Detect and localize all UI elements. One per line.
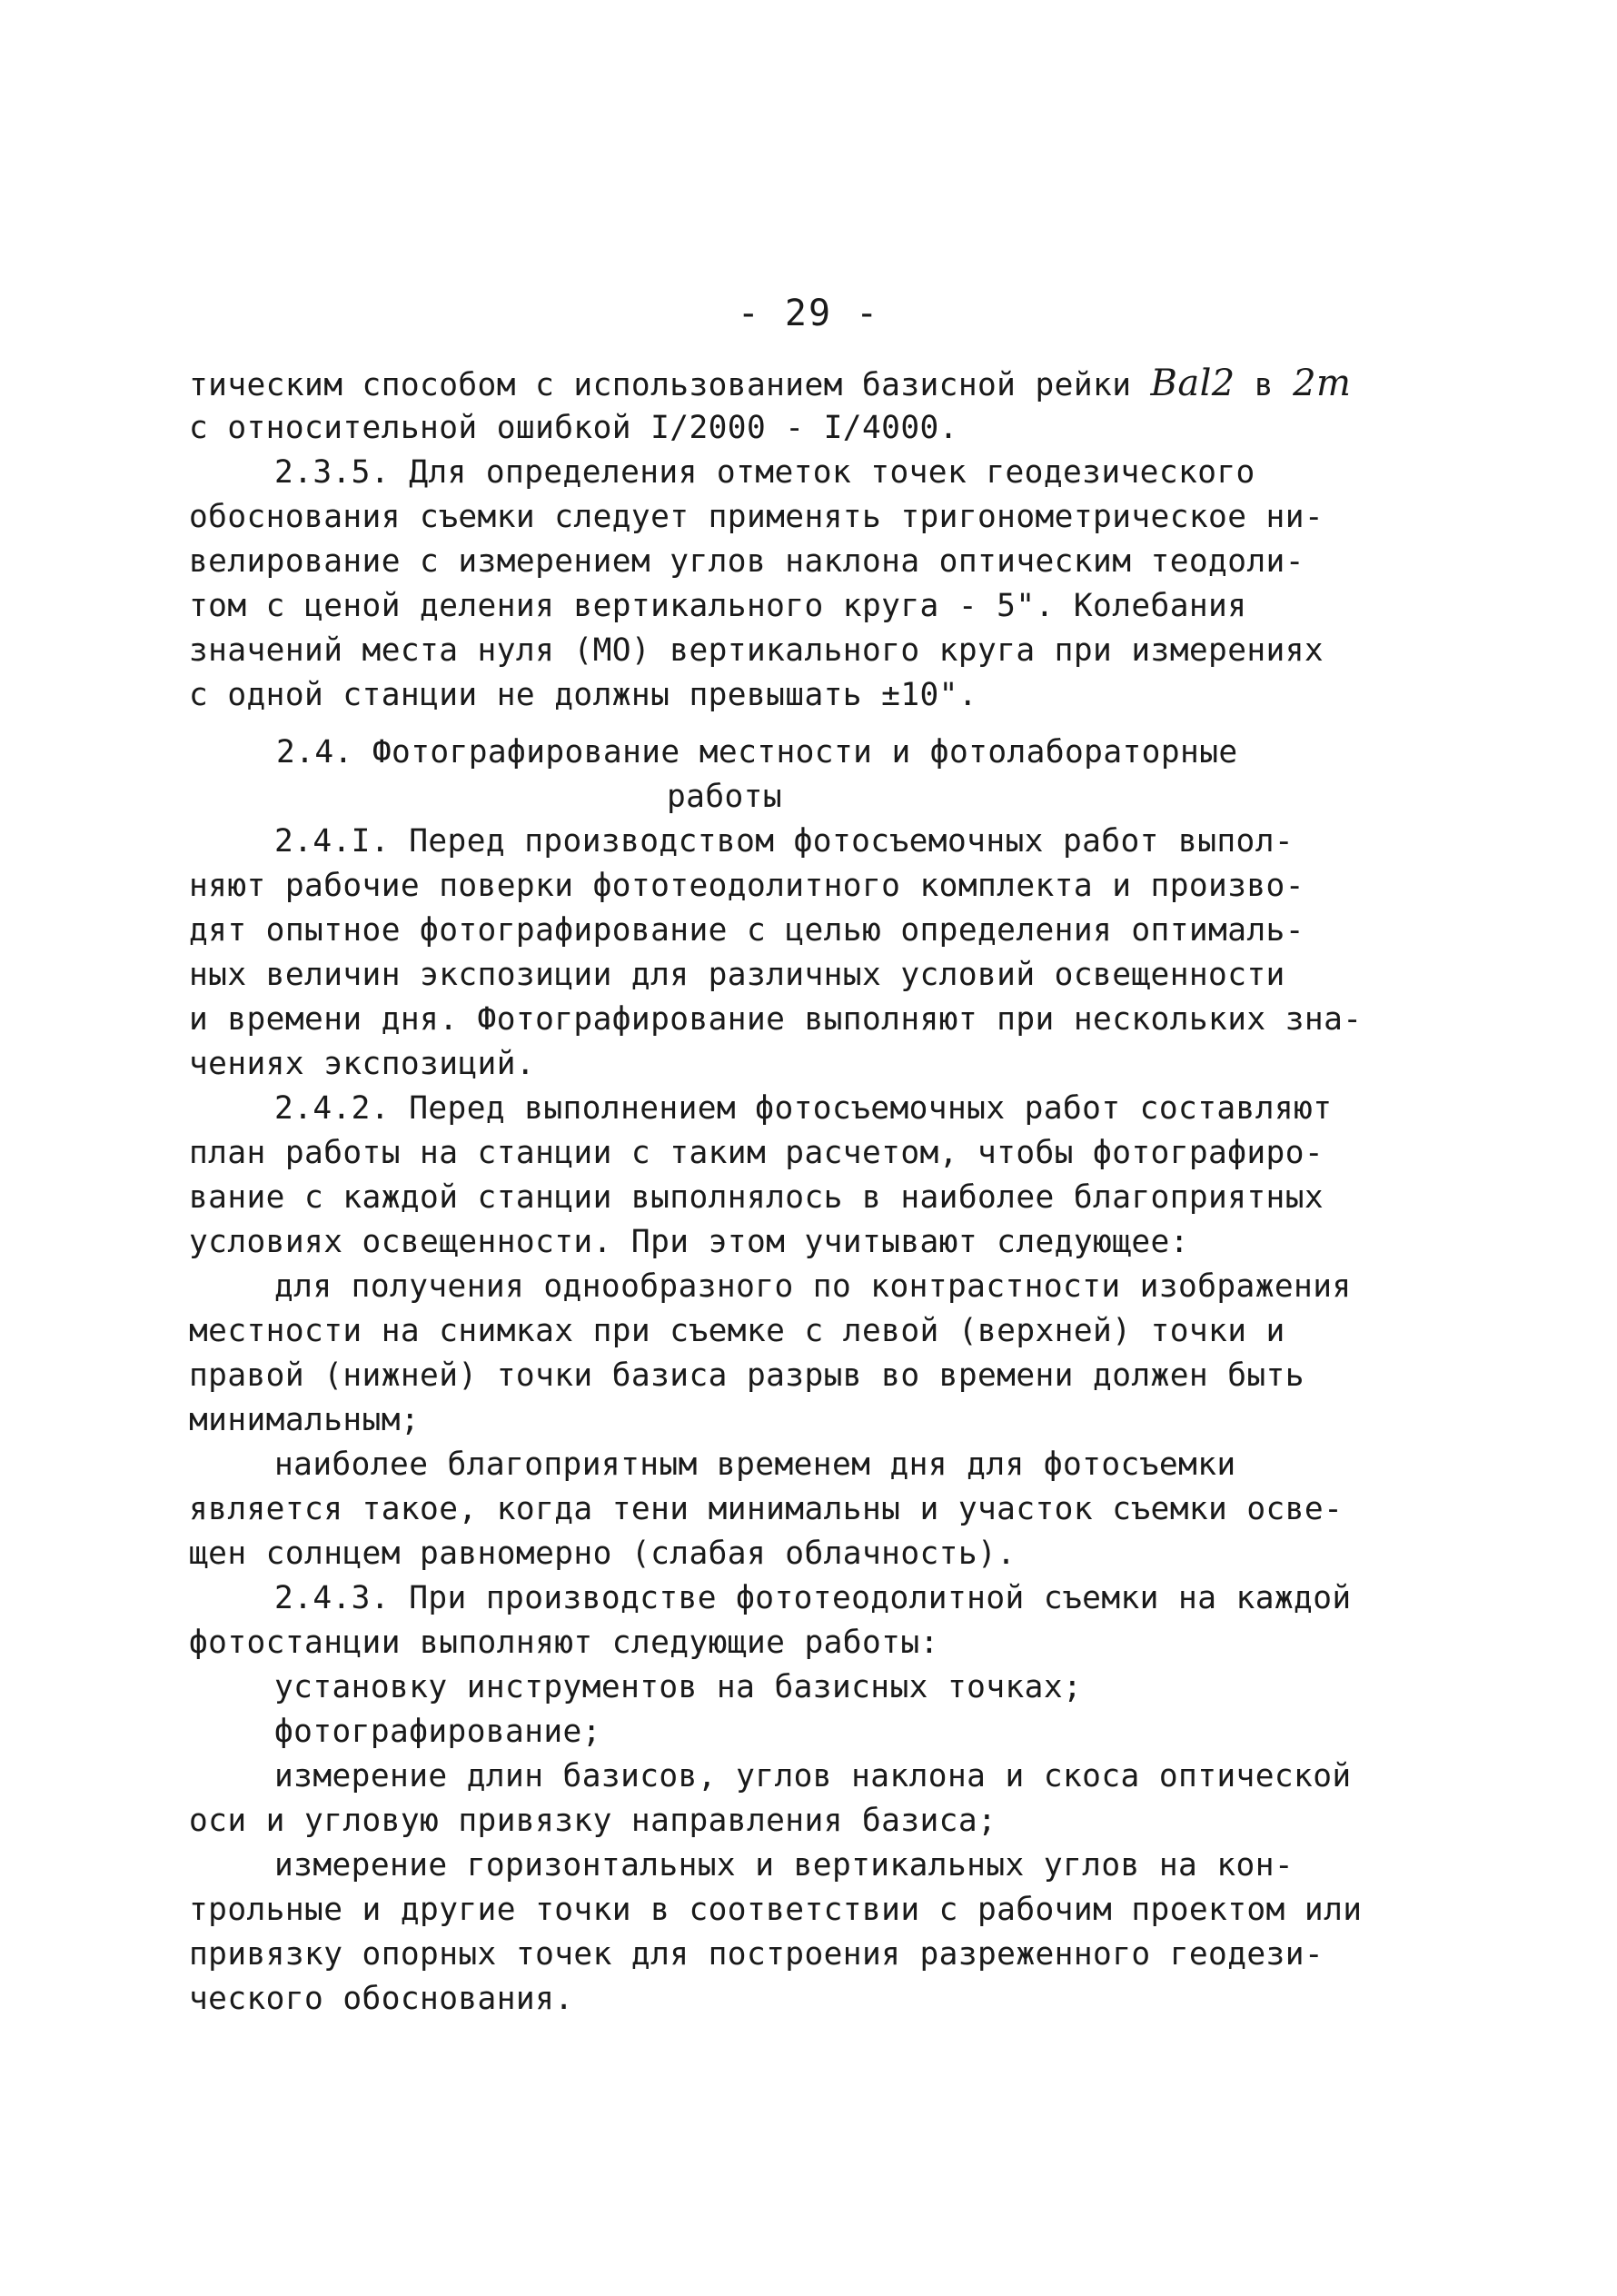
text-fragment: тическим способом с использованием базисной рейки <box>189 367 1151 403</box>
paragraph-start: 2.3.5. Для определения отметок точек геодезического <box>274 454 1255 491</box>
list-item: измерение горизонтальных и вертикальных углов на кон- <box>274 1847 1295 1884</box>
text-line: правой (нижней) точки базиса разрыв во времени должен быть <box>189 1357 1305 1394</box>
text-line: ческого обоснования. <box>189 1981 574 2017</box>
text-line: велирование с измерением углов наклона оптическим теодоли- <box>189 543 1305 580</box>
section-heading: 2.4. Фотографирование местности и фотолабораторные <box>276 734 1238 770</box>
text-fragment: в <box>1235 367 1294 403</box>
paragraph-start: 2.4.I. Перед производством фотосъемочных работ выпол- <box>274 823 1295 860</box>
text-line: оси и угловую привязку направления базиса; <box>189 1803 997 1839</box>
text-line: щен солнцем равномерно (слабая облачность). <box>189 1536 1017 1572</box>
list-item: фотографирование; <box>274 1714 601 1750</box>
text-line: значений места нуля (МО) вертикального круга при измерениях <box>189 632 1324 669</box>
text-line: няют рабочие поверки фототеодолитного комплекта и произво- <box>189 868 1305 904</box>
text-line: том с ценой деления вертикального круга - 5". Колебания <box>189 588 1247 624</box>
text-line: трольные и другие точки в соответствии с рабочим проектом или <box>189 1892 1363 1928</box>
page-number: - 29 - <box>737 293 880 334</box>
text-line: условиях освещенности. При этом учитывают следующее: <box>189 1224 1189 1260</box>
section-heading-continuation: работы <box>667 779 783 815</box>
text-line: ных величин экспозиции для различных условий освещенности <box>189 957 1285 993</box>
text-line: местности на снимках при съемке с левой (верхней) точки и <box>189 1313 1285 1349</box>
text-line: чениях экспозиций. <box>189 1046 536 1082</box>
text-line: обоснования съемки следует применять тригонометрическое ни- <box>189 499 1324 535</box>
paragraph-start: для получения однообразного по контрастности изображения <box>274 1268 1352 1305</box>
text-line: привязку опорных точек для построения разреженного геодези- <box>189 1936 1324 1973</box>
text-line: фотостанции выполняют следующие работы: <box>189 1625 939 1661</box>
paragraph-start: 2.4.2. Перед выполнением фотосъемочных работ составляют <box>274 1090 1333 1127</box>
text-line: дят опытное фотографирование с целью определения оптималь- <box>189 912 1305 949</box>
handwritten-insert: Bal2 <box>1150 363 1235 404</box>
paragraph-start: наиболее благоприятным временем дня для фотосъемки <box>274 1446 1236 1483</box>
text-line: и времени дня. Фотографирование выполняют при нескольких зна- <box>189 1001 1363 1038</box>
paragraph-start: 2.4.3. При производстве фототеодолитной съемки на каждой <box>274 1580 1352 1616</box>
handwritten-insert: 2m <box>1293 363 1352 404</box>
document-body <box>189 362 1406 2022</box>
text-line: является такое, когда тени минимальны и участок съемки осве- <box>189 1491 1344 1527</box>
text-line: с одной станции не должны превышать ±10". <box>189 677 978 713</box>
text-line: минимальным; <box>189 1402 421 1438</box>
text-line <box>189 362 1406 406</box>
text-line: вание с каждой станции выполнялось в наиболее благоприятных <box>189 1179 1324 1216</box>
text-line: с относительной ошибкой I/2000 - I/4000. <box>189 410 958 446</box>
list-item: установку инструментов на базисных точках; <box>274 1669 1083 1705</box>
text-line: план работы на станции с таким расчетом, чтобы фотографиро- <box>189 1135 1324 1171</box>
list-item: измерение длин базисов, углов наклона и скоса оптической <box>274 1758 1352 1794</box>
